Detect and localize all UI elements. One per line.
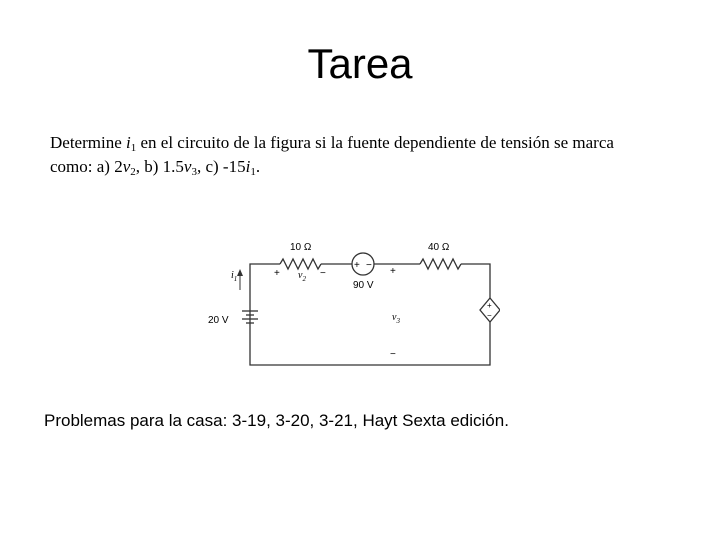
- current-arrow-head: [237, 269, 243, 276]
- v3-plus: +: [390, 266, 396, 277]
- battery-20v-label: 20 V: [208, 315, 229, 326]
- var-i: i: [126, 133, 131, 152]
- problem-text: como: a) 2: [50, 157, 123, 176]
- problem-text: en el circuito de la figura si la fuente dependiente de tensión se marca: [136, 133, 614, 152]
- source-plus: +: [354, 260, 360, 271]
- v2-plus: +: [274, 268, 280, 279]
- problem-text: , c) -15: [196, 157, 246, 176]
- wire-bottom: [250, 320, 490, 365]
- problem-line-2: [50, 155, 670, 179]
- problem-text: , b) 1.5: [135, 157, 184, 176]
- problem-statement: [50, 131, 670, 179]
- resistor-10-ohm: [280, 259, 321, 269]
- dep-source-minus: −: [487, 311, 492, 320]
- var-i: i: [245, 157, 251, 176]
- source-90v-label: 90 V: [353, 280, 374, 291]
- var-v: v: [183, 157, 192, 176]
- problem-line-1: [50, 131, 670, 155]
- source-minus: −: [366, 260, 372, 271]
- v3-label: $v_3$: [392, 312, 400, 325]
- v2-minus: −: [320, 268, 326, 279]
- var-v: v: [122, 157, 131, 176]
- v3-minus: −: [390, 349, 396, 360]
- resistor-40-label: 40 Ω: [428, 242, 450, 253]
- problem-text: .: [255, 157, 261, 176]
- var-v-sub: 2: [130, 166, 136, 178]
- resistor-10-label: 10 Ω: [290, 242, 312, 253]
- slide-title: Tarea: [307, 40, 413, 87]
- resistor-40-ohm: [420, 259, 461, 269]
- var-i-sub: 1: [130, 142, 137, 154]
- i1-label: $i_1$: [231, 270, 238, 283]
- v2-label: $v_2$: [298, 270, 306, 283]
- var-v-sub: 3: [191, 166, 197, 178]
- dep-source-plus: +: [487, 301, 492, 310]
- homework-note: Problemas para la casa: 3-19, 3-20, 3-21, Hayt Sexta edición.: [44, 411, 509, 430]
- battery-20v: [242, 309, 258, 325]
- wire-right-top: [461, 264, 490, 300]
- circuit-diagram: [200, 230, 500, 375]
- var-i-sub: 1: [250, 166, 256, 178]
- problem-text: Determine: [50, 133, 126, 152]
